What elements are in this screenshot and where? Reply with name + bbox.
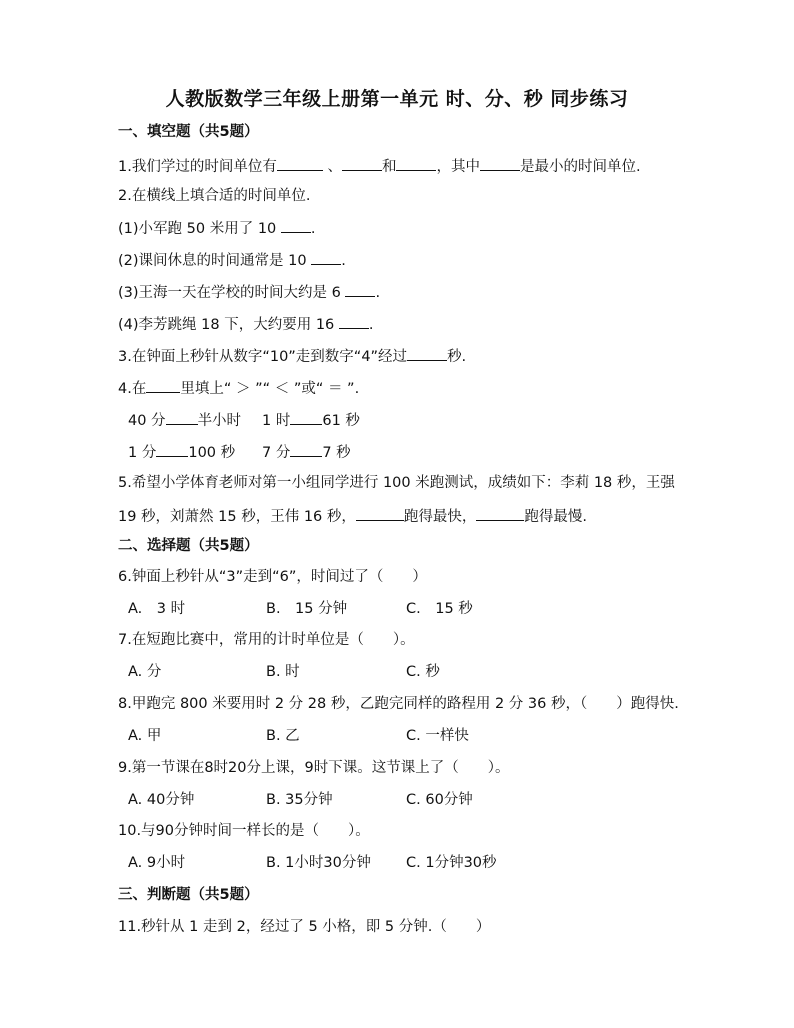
answer-blank[interactable] bbox=[277, 155, 323, 171]
q1-text-e: 是最小的时间单位. bbox=[519, 159, 641, 175]
q8-option-c[interactable]: C. 一样快 bbox=[406, 728, 469, 744]
q4-compare-3 bbox=[128, 441, 235, 463]
q7-option-b[interactable]: B. 时 bbox=[266, 664, 300, 680]
answer-blank[interactable] bbox=[345, 281, 375, 297]
answer-blank[interactable] bbox=[166, 409, 198, 425]
q4-left: 1 时 bbox=[262, 413, 291, 429]
q2-p3-text: (3)王海一天在学校的时间大约是 6 bbox=[118, 285, 346, 301]
answer-blank[interactable] bbox=[356, 505, 404, 521]
q4-text-a: 4.在 bbox=[118, 381, 147, 397]
q1-text-a: 1.我们学过的时间单位有 bbox=[118, 159, 277, 175]
q4-right: 100 秒 bbox=[188, 445, 236, 461]
question-1 bbox=[118, 155, 641, 177]
q4-left: 40 分 bbox=[128, 413, 166, 429]
q10-option-c[interactable]: C. 1分钟30秒 bbox=[406, 855, 497, 871]
q8-option-b[interactable]: B. 乙 bbox=[266, 728, 300, 744]
q10-option-b[interactable]: B. 1小时30分钟 bbox=[266, 855, 371, 871]
q4-left: 7 分 bbox=[262, 445, 291, 461]
q1-text-b: 、 bbox=[322, 159, 342, 175]
answer-blank[interactable] bbox=[290, 409, 322, 425]
question-2-part-2 bbox=[118, 249, 346, 271]
q4-compare-2 bbox=[262, 409, 360, 431]
question-11-stem: 11.秒针从 1 走到 2，经过了 5 小格，即 5 分钟.（ ） bbox=[118, 919, 491, 935]
q9-option-b[interactable]: B. 35分钟 bbox=[266, 792, 333, 808]
q9-option-c[interactable]: C. 60分钟 bbox=[406, 792, 473, 808]
question-2-part-4 bbox=[118, 313, 374, 335]
q9-option-a[interactable]: A. 40分钟 bbox=[128, 792, 195, 808]
answer-blank[interactable] bbox=[146, 377, 180, 393]
section-heading-true-false: 三、判断题（共5题） bbox=[118, 887, 259, 903]
q4-right: 半小时 bbox=[197, 413, 242, 429]
q4-compare-4 bbox=[262, 441, 351, 463]
q4-compare-1 bbox=[128, 409, 241, 431]
answer-blank[interactable] bbox=[339, 313, 369, 329]
q4-right: 7 秒 bbox=[322, 445, 351, 461]
q4-left: 1 分 bbox=[128, 445, 157, 461]
q3-text-a: 3.在钟面上秒针从数字“10”走到数字“4”经过 bbox=[118, 349, 408, 365]
q2-period: . bbox=[310, 221, 316, 237]
q8-option-a[interactable]: A. 甲 bbox=[128, 728, 162, 744]
q3-text-b: 秒. bbox=[447, 349, 467, 365]
question-2-part-3 bbox=[118, 281, 380, 303]
question-5-line-1: 5.希望小学体育老师对第一小组同学进行 100 米跑测试，成绩如下：李莉 18 秒，王强 bbox=[118, 475, 675, 491]
section-heading-fill-blank: 一、填空题（共5题） bbox=[118, 124, 259, 140]
answer-blank[interactable] bbox=[396, 155, 436, 171]
q2-p2-text: (2)课间休息的时间通常是 10 bbox=[118, 253, 312, 269]
question-3 bbox=[118, 345, 466, 367]
answer-blank[interactable] bbox=[342, 155, 382, 171]
q4-text-b: 里填上“ ＞ ”“ ＜ ”或“ ＝ ”. bbox=[180, 381, 360, 397]
answer-blank[interactable] bbox=[407, 345, 447, 361]
q2-period: . bbox=[375, 285, 381, 301]
question-4-stem bbox=[118, 377, 359, 399]
answer-blank[interactable] bbox=[156, 441, 188, 457]
page-title: 人教版数学三年级上册第一单元 时、分、秒 同步练习 bbox=[165, 88, 629, 110]
q5-text-b: 跑得最快， bbox=[403, 509, 477, 525]
q2-period: . bbox=[341, 253, 346, 269]
q6-option-b[interactable]: B. 15 分钟 bbox=[266, 601, 348, 617]
question-9-stem: 9.第一节课在8时20分上课，9时下课。这节课上了（ ）。 bbox=[118, 760, 510, 776]
question-6-stem: 6.钟面上秒针从“3”走到“6”，时间过了（ ） bbox=[118, 569, 427, 585]
q2-period: . bbox=[368, 317, 374, 333]
question-2-stem: 2.在横线上填合适的时间单位. bbox=[118, 188, 311, 204]
section-heading-multiple-choice: 二、选择题（共5题） bbox=[118, 538, 259, 554]
q1-text-d: ，其中 bbox=[436, 159, 480, 175]
answer-blank[interactable] bbox=[476, 505, 524, 521]
answer-blank[interactable] bbox=[480, 155, 520, 171]
answer-blank[interactable] bbox=[281, 217, 311, 233]
q7-option-c[interactable]: C. 秒 bbox=[406, 664, 440, 680]
q7-option-a[interactable]: A. 分 bbox=[128, 664, 162, 680]
q10-option-a[interactable]: A. 9小时 bbox=[128, 855, 186, 871]
q4-right: 61 秒 bbox=[322, 413, 360, 429]
q2-p1-text: (1)小军跑 50 米用了 10 bbox=[118, 221, 281, 237]
q6-option-a[interactable]: A. 3 时 bbox=[128, 601, 186, 617]
question-5-line-2 bbox=[118, 505, 587, 527]
question-2-part-1 bbox=[118, 217, 316, 239]
question-10-stem: 10.与90分钟时间一样长的是（ ）。 bbox=[118, 823, 370, 839]
q6-option-c[interactable]: C. 15 秒 bbox=[406, 601, 473, 617]
q5-text-c: 跑得最慢. bbox=[524, 509, 588, 525]
q1-text-c: 和 bbox=[381, 159, 397, 175]
question-8-stem: 8.甲跑完 800 米要用时 2 分 28 秒，乙跑完同样的路程用 2 分 36 秒，（ ）跑得快. bbox=[118, 696, 679, 712]
question-7-stem: 7.在短跑比赛中，常用的计时单位是（ ）。 bbox=[118, 632, 415, 648]
q2-p4-text: (4)李芳跳绳 18 下，大约要用 16 bbox=[118, 317, 339, 333]
q5-text-a: 19 秒，刘萧然 15 秒，王伟 16 秒， bbox=[118, 509, 356, 525]
answer-blank[interactable] bbox=[311, 249, 341, 265]
answer-blank[interactable] bbox=[290, 441, 322, 457]
